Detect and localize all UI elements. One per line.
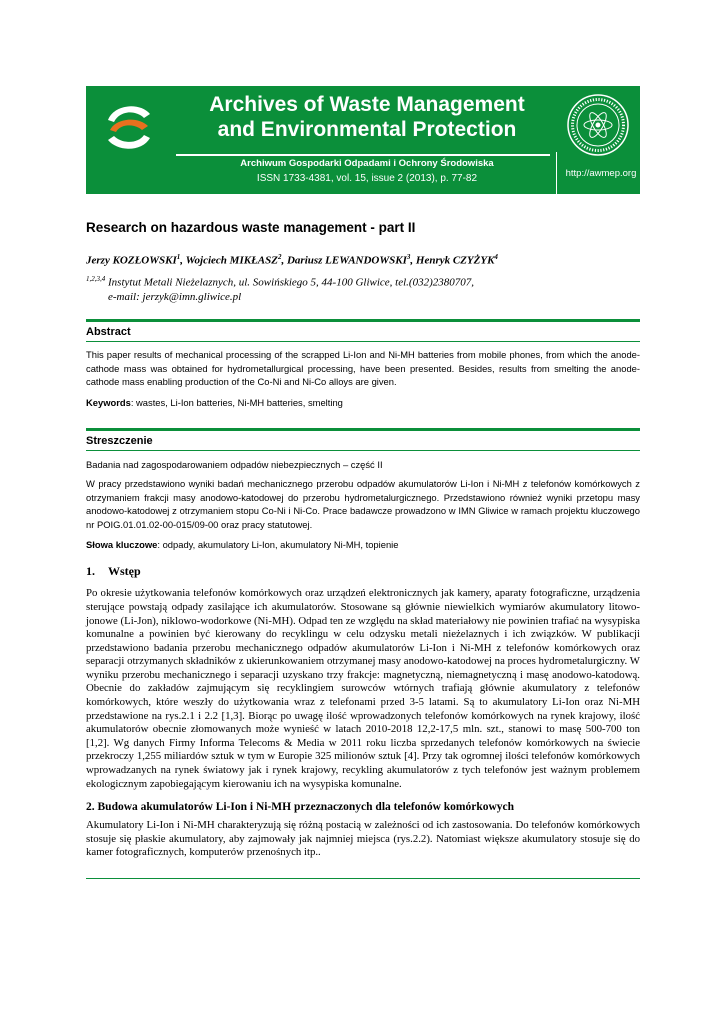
keywords-label: Keywords [86,396,131,408]
section-2-text: Akumulatory Li-Ion i Ni-MH charakteryzują się różną postacią w zależności od ich zastosowania. Do telefonów komórkowych stosuje się płaskie akumulatory, aby zajmowały jak najmniej miejsca (rys.2.2). Natomiast większe akumulatory stosuje się do kamer fotograficznych, komputerów przenośnych itp.. [86,819,640,859]
section-1-heading [86,564,640,579]
section-1-number: 1. [86,564,95,579]
author-affiliation-marker: 3 [406,253,411,261]
abstract-heading: Abstract [86,326,131,339]
slowa-kluczowe [86,539,640,550]
keywords-value: : wastes, Li-Ion batteries, Ni-MH batteries, smelting [130,396,343,408]
footer-rule [86,878,640,879]
section-rule [86,341,640,342]
author-affiliation-marker: 4 [494,253,498,261]
journal-issn: ISSN 1733-4381, vol. 15, issue 2 (2013), p. 77-82 [256,173,478,184]
journal-logo-icon [100,98,158,156]
streszczenie-text: W pracy przedstawiono wyniki badań mechanicznego przerobu odpadów akumulatorów Li-Ion i Ni-MH z telefonów komórkowych z otrzymaniem frakcji masy anodowo-katodowej do przerobu hydrometalurgicznego. Przedstawiono również wyniki przetopu masy anodowo-katodowej z otrzymaniem stopu Co-Ni i Ni-Co. Prace badawcze prowadzono w IMN Gliwice w ramach projektu kluczowego nr POIG.01.01.02-00-015/09-00 oraz pracy statutowej. [86,478,640,530]
author-name: Jerzy KOZŁOWSKI [86,254,177,267]
section-2-heading: 2. Budowa akumulatorów Li-Ion i Ni-MH przeznaczonych dla telefonów komórkowych [86,801,515,814]
section-1-text: Po okresie użytkowania telefonów komórkowych oraz urządzeń elektronicznych jak kamery, aparaty fotograficzne, urządzenia sterujące powstają odpady zasilające ich akumulatorów. Stosowane są głównie niewielkich wymiarów akumulatory litowo-jonowe (Li-Jon), niklowo-wodorkowe (Ni-MH). Odpad ten ze względu na skład materiałowy nie powinien trafiać na wysypiska komunalne a powinien być kierowany do recyklingu w celu odzysku metali nieżelaznych i ich związków. W publikacji przedstawiono badania przerobu mechanicznego odpadów akumulatorów Li-Ion i Ni-MH z telefonów komórkowych oraz separacji otrzymanych składników z ukierunkowaniem otrzymanej masy anodowo-katodowej na proces hydrometalurgiczny. W wyniku przerobu mechanicznego i separacji uzyskano trzy frakcje: magnetyczną, niemagnetyczną i masę anodowo-katodową. Obecnie do zakładów zajmującym się recyklingiem surowców wtórnych trafiają głównie akumulatory z telefonów komórkowych, które weszły do użytkowania wraz z telefonami przed 3-5 latami. Są to akumulatory Li-Ion oraz Ni-MH przedstawione na rys.2.1 i 2.2 [1,3]. Biorąc po uwagę ilość wprowadzonych telefonów komórkowych na rynek krajowy, ilość akumulatorów obecnie złomowanych może wynieść w latach 2010-2018 12,2-17,5 mln. szt., stanowi to masę 500-700 ton [1,2]. Wg danych Firmy Informa Telecoms & Media w 2011 roku liczba sprzedanych telefonów komórkowych na świecie przekroczy 1,255 miliardów sztuk w tym w Europie 325 milionów sztuk [4]. Przy tak ogromnej ilości telefonów komórkowych wprowadzanych na rynek światowy jak i rynek krajowy, recykling akumulatorów z tych telefonów jest ważnym problemem ekologicznym zapobiegającym kierowaniu ich na wysypiska komunalne. [86,587,640,790]
journal-header-banner [86,86,640,194]
streszczenie-section [86,428,640,551]
affiliation-address: Instytut Metali Nieżelaznych, ul. Sowińskiego 5, 44-100 Gliwice, tel.(032)2380707, [108,276,474,289]
author-list: Jerzy KOZŁOWSKI$^1$, Wojciech MIKŁASZ$^2$, Dariusz LEWANDOWSKI$^3$, Henryk CZYŻYK$^4$ [86,253,498,267]
affiliation-marker: 1,2,3,4 [86,274,106,283]
journal-url-link[interactable]: http://awmep.org [565,168,637,179]
banner-divider [176,154,550,156]
abstract-text: This paper results of mechanical processing of the scrapped Li-Ion and Ni-MH batteries from mobile phones, from which the anode-cathode mass was obtained for hydrometallurgical processing, have been presented. Besides, results from smelting the anode-cathode mass enabling production of the Co-Ni and Ni-Co alloys are given. [86,349,640,388]
section-rule [86,450,640,451]
author-name: Dariusz LEWANDOWSKI [286,254,407,267]
journal-subtitle: Archiwum Gospodarki Odpadami i Ochrony Środowiska [240,158,494,169]
author-name: Henryk CZYŻYK [415,254,495,267]
journal-title: Archives of Waste Management and Environmental Protection [209,93,525,141]
slowa-kluczowe-value: : odpady, akumulatory Li-Ion, akumulatory Ni-MH, topienie [157,539,399,551]
affiliation-email: e-mail: jerzyk@imn.gliwice.pl [108,291,242,304]
journal-seal-icon [566,93,630,157]
streszczenie-title: Badania nad zagospodarowaniem odpadów niebezpiecznych – część II [86,458,383,470]
slowa-kluczowe-label: Słowa kluczowe [86,539,158,551]
author-affiliation-marker: 2 [277,253,282,261]
section-1-title: Wstęp [108,564,141,579]
streszczenie-heading: Streszczenie [86,434,153,447]
author-name: Wojciech MIKŁASZ [185,254,278,267]
paper-title: Research on hazardous waste management - part II [86,220,416,235]
author-affiliation-marker: 1 [176,253,181,261]
affiliation [86,272,640,306]
keywords [86,397,640,408]
page [86,86,640,879]
banner-vertical-divider [556,152,557,194]
abstract-section [86,319,640,408]
